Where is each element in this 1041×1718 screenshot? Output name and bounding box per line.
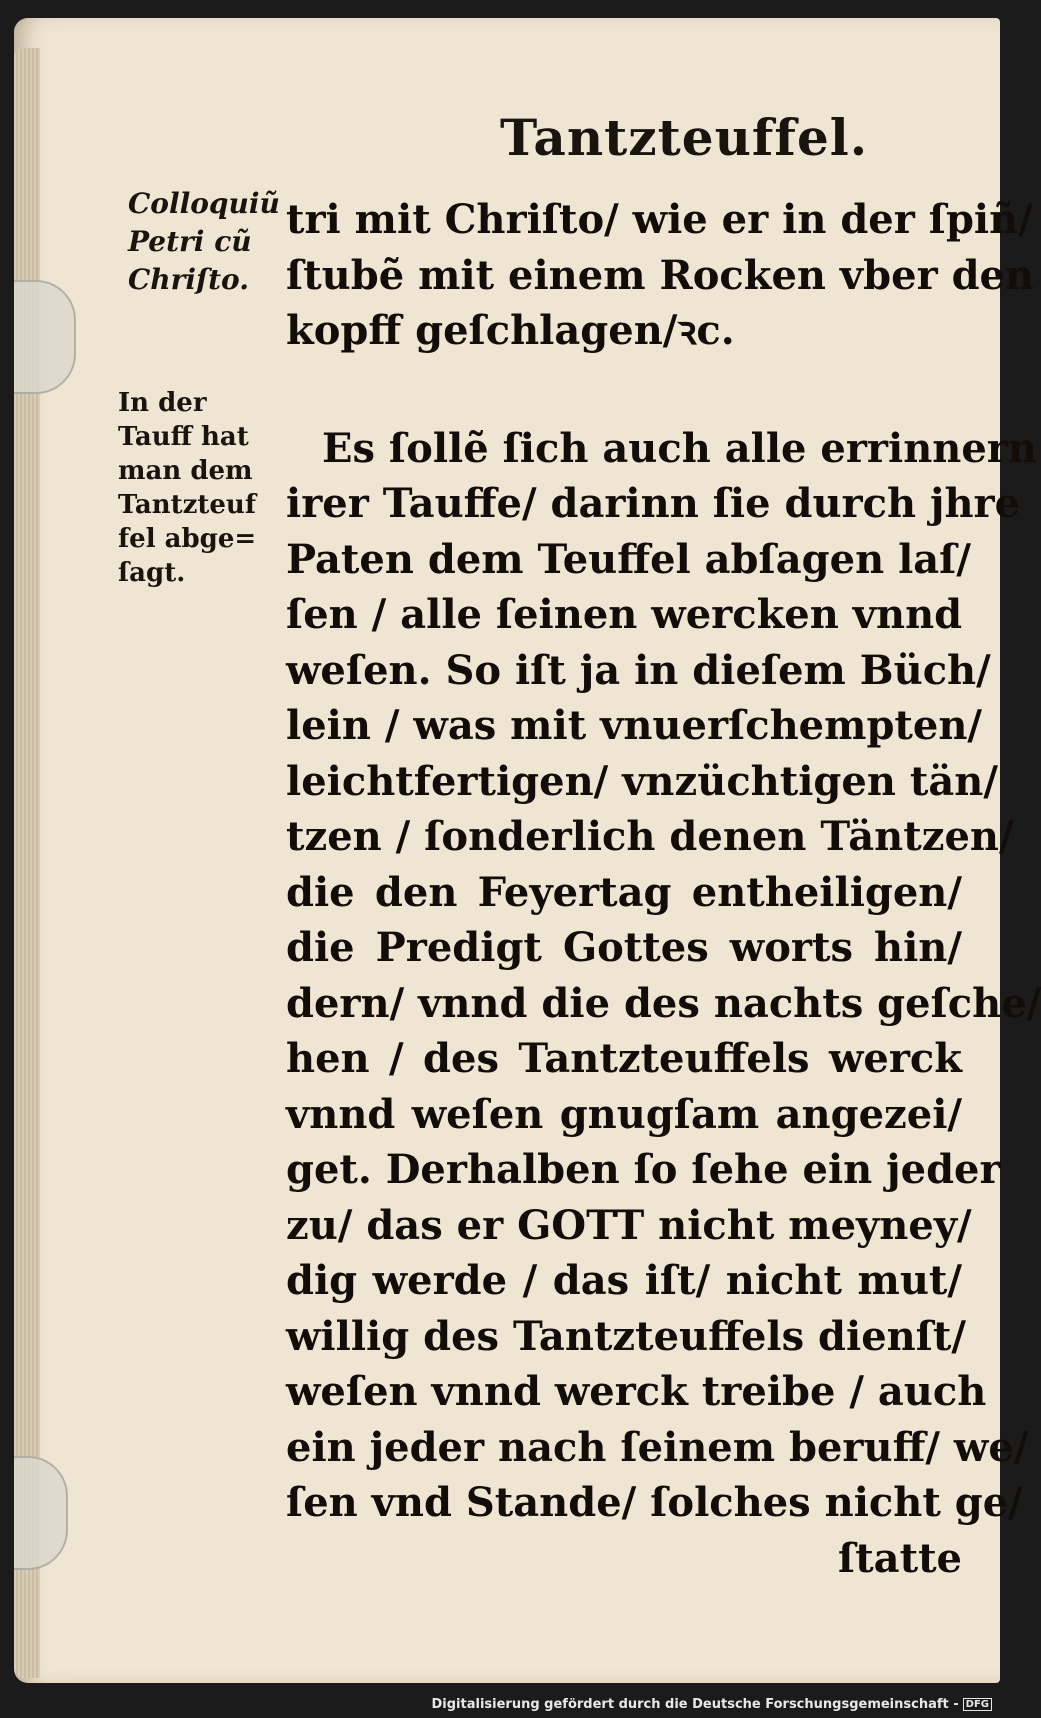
text-line: dig werde / das iſt/ nicht mut/ xyxy=(286,1257,962,1304)
text-line: Paten dem Teuffel abſagen laſ/ xyxy=(286,535,971,583)
text-line: tri mit Chriſto/ wie er in der ſpiñ/ xyxy=(286,196,1033,243)
text-line: leichtfertigen/ vnzüchtigen tän/ xyxy=(286,757,998,805)
text-line: kopff geſchlagen/ꝛc. xyxy=(286,307,735,354)
text-line: ſtubẽ mit einem Rocken vber den xyxy=(286,251,1035,299)
marginal-note-line: In der xyxy=(118,388,207,418)
text-line: vnnd weſen gnugſam angezei/ xyxy=(286,1090,962,1138)
text-line: tzen / ſonderlich denen Täntzen/ xyxy=(286,813,1014,860)
marginal-note-line: ſagt. xyxy=(118,558,186,588)
text-line: die Predigt Gottes worts hin/ xyxy=(286,924,962,971)
page-clip-top xyxy=(14,280,76,394)
text-line: irer Tauffe/ darinn ſie durch jhre xyxy=(286,480,1021,527)
marginal-note-line: man dem xyxy=(118,456,253,486)
text-line: dern/ vnnd die des nachts geſche/ xyxy=(286,979,1041,1027)
marginal-note-line: Chriſto. xyxy=(128,263,249,296)
text-line: ein jeder nach ſeinem beruff/ we/ xyxy=(286,1423,1029,1471)
dfg-logo: DFG xyxy=(963,1698,992,1711)
text-line: ſen vnd Stande/ ſolches nicht ge/ xyxy=(286,1479,1023,1526)
text-line: ſen / alle ſeinen wercken vnnd xyxy=(286,591,963,638)
text-line: weſen vnnd werck treibe / auch xyxy=(286,1368,987,1415)
body-text xyxy=(286,192,1041,1586)
marginal-note-line: Tauff hat xyxy=(118,422,249,452)
marginal-note-line: Tantzteuf xyxy=(118,490,257,520)
text-line: Es ſollẽ ſich auch alle errinnern xyxy=(322,424,1037,472)
text-line: hen / des Tantzteuffels werck xyxy=(286,1035,962,1082)
text-line: get. Derhalben ſo ſehe ein jeder xyxy=(286,1146,1001,1193)
footer-text: Digitalisierung gefördert durch die Deutsche Forschungsgemeinschaft - xyxy=(431,1697,959,1712)
catchword: ſtatte xyxy=(837,1534,962,1582)
text-line: die den Feyertag entheiligen/ xyxy=(286,868,962,916)
text-line: willig des Tantzteuffels dienſt/ xyxy=(286,1312,967,1360)
marginal-note-line: fel abge= xyxy=(118,524,257,554)
marginal-note-line: Colloquiũ xyxy=(128,187,280,220)
digitization-footer xyxy=(432,1697,993,1712)
text-line: weſen. So iſt ja in dieſem Büch/ xyxy=(286,646,991,694)
marginal-note-1 xyxy=(128,185,280,299)
running-head: Tantzteuffel. xyxy=(500,108,869,167)
marginal-note-2 xyxy=(118,386,256,590)
marginal-note-line: Petri cũ xyxy=(128,225,252,258)
page-clip-bottom xyxy=(14,1456,68,1570)
text-line: zu/ das er GOTT nicht meyney/ xyxy=(286,1201,972,1249)
text-line: lein / was mit vnuerſchempten/ xyxy=(286,702,983,749)
